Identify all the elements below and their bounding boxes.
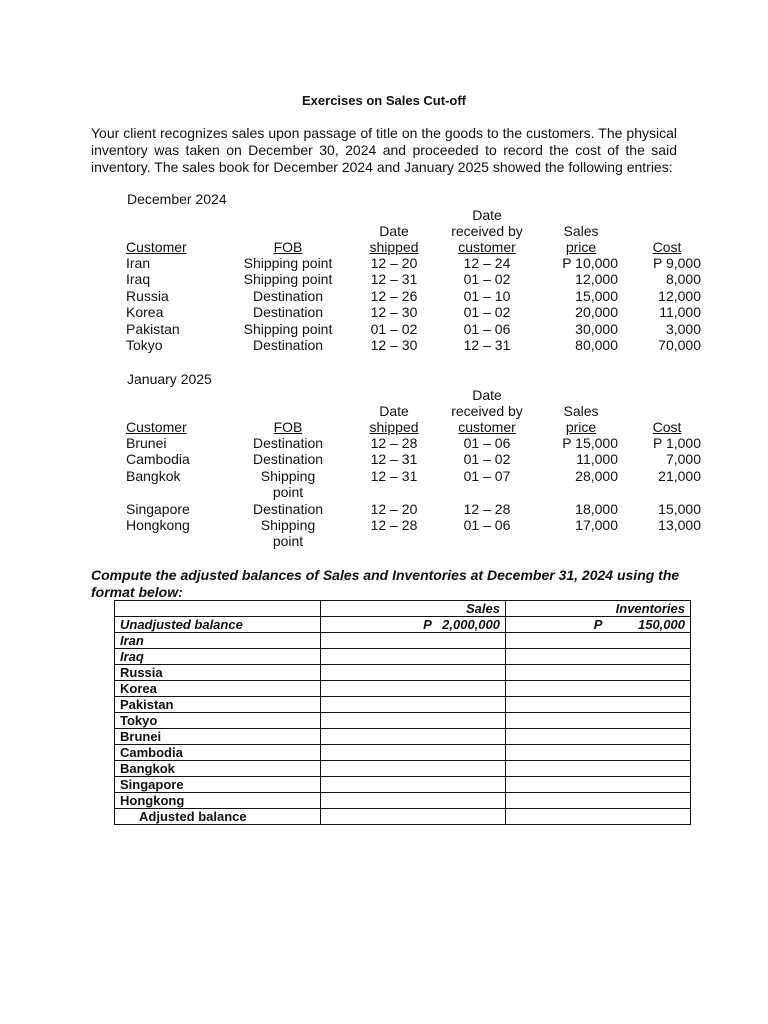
fob-cell: Destination bbox=[252, 337, 324, 354]
format-inventories-cell bbox=[506, 681, 691, 697]
date-shipped-cell: 12 – 31 bbox=[370, 467, 418, 484]
cost-cell: 70,000 bbox=[658, 337, 701, 354]
december-row bbox=[123, 321, 704, 337]
format-inventories-cell bbox=[506, 713, 691, 729]
cost-cell: P 9,000 bbox=[652, 255, 701, 271]
december-row bbox=[123, 304, 704, 320]
unadjusted-label: Unadjusted balance bbox=[115, 617, 321, 633]
date-shipped-cell: 12 – 26 bbox=[370, 287, 418, 304]
format-sales-cell bbox=[321, 649, 506, 665]
customer-cell: Russia bbox=[126, 287, 169, 304]
adjustment-format-table bbox=[114, 600, 691, 825]
sales-price-cell: 11,000 bbox=[576, 451, 618, 468]
date-received-cell: 01 – 10 bbox=[463, 287, 511, 304]
sales-price-cell: 28,000 bbox=[575, 467, 618, 484]
format-sales-cell bbox=[321, 745, 506, 761]
customer-cell: Tokyo bbox=[126, 337, 163, 354]
format-row-label: Russia bbox=[115, 665, 321, 681]
december-row bbox=[123, 271, 704, 287]
format-row bbox=[115, 713, 691, 729]
customer-cell: Cambodia bbox=[126, 451, 190, 468]
december-row bbox=[123, 288, 704, 304]
format-row-label: Brunei bbox=[115, 729, 321, 745]
january-table bbox=[123, 387, 704, 550]
header-customer: Customer bbox=[126, 419, 187, 435]
format-row bbox=[115, 697, 691, 713]
inventories-column-header: Inventories bbox=[506, 601, 691, 617]
format-inventories-cell bbox=[506, 649, 691, 665]
adjusted-label: Adjusted balance bbox=[115, 809, 321, 825]
format-row-label: Cambodia bbox=[115, 745, 321, 761]
date-received-cell: 01 – 02 bbox=[463, 304, 511, 321]
december-table bbox=[123, 207, 704, 353]
customer-cell: Hongkong bbox=[126, 517, 190, 534]
fob-cell: Shipping point bbox=[243, 320, 333, 337]
sales-price-cell: 18,000 bbox=[575, 500, 618, 517]
sales-price-cell: 80,000 bbox=[575, 337, 618, 354]
fob-cell: Destination bbox=[252, 287, 324, 304]
date-received-cell: 01 – 02 bbox=[463, 451, 511, 468]
header-sales-price: Sales price bbox=[563, 223, 599, 255]
format-inventories-cell bbox=[506, 745, 691, 761]
adjusted-inventories-cell bbox=[506, 809, 691, 825]
date-shipped-cell: 12 – 31 bbox=[370, 451, 418, 468]
date-received-cell: 01 – 06 bbox=[463, 320, 511, 337]
january-row bbox=[123, 517, 704, 550]
customer-cell: Iran bbox=[126, 255, 151, 271]
format-row-label: Iraq bbox=[115, 649, 321, 665]
format-sales-cell bbox=[321, 729, 506, 745]
header-cost: Cost bbox=[652, 419, 682, 435]
page-title: Exercises on Sales Cut-off bbox=[302, 93, 466, 108]
format-row bbox=[115, 681, 691, 697]
format-sales-cell bbox=[321, 665, 506, 681]
date-received-cell: 12 – 28 bbox=[463, 500, 511, 517]
format-blank-cell bbox=[115, 601, 321, 617]
cost-cell: 15,000 bbox=[658, 500, 701, 517]
format-row-label: Pakistan bbox=[115, 697, 321, 713]
format-sales-cell bbox=[321, 777, 506, 793]
format-row bbox=[115, 745, 691, 761]
format-row-label: Bangkok bbox=[115, 761, 321, 777]
cost-cell: 3,000 bbox=[665, 320, 701, 337]
header-fob: FOB bbox=[273, 419, 303, 435]
format-sales-cell bbox=[321, 681, 506, 697]
fob-cell: Shipping point bbox=[243, 271, 333, 288]
december-row bbox=[123, 255, 704, 271]
format-row-label: Singapore bbox=[115, 777, 321, 793]
unadjusted-inventories: P 150,000 bbox=[506, 617, 691, 633]
sales-price-cell: 15,000 bbox=[575, 287, 618, 304]
format-inventories-cell bbox=[506, 777, 691, 793]
fob-cell: Destination bbox=[252, 304, 324, 321]
header-date-received: Date received by customer bbox=[451, 387, 523, 435]
instruction-text: Compute the adjusted balances of Sales and Inventories at December 31, 2024 using the format below: bbox=[91, 567, 680, 600]
cost-cell: 13,000 bbox=[658, 517, 701, 534]
unadjusted-row bbox=[115, 617, 691, 633]
format-row bbox=[115, 777, 691, 793]
format-row bbox=[115, 633, 691, 649]
format-inventories-cell bbox=[506, 729, 691, 745]
customer-cell: Singapore bbox=[126, 500, 190, 517]
format-sales-cell bbox=[321, 713, 506, 729]
fob-cell: Destination bbox=[252, 451, 324, 468]
december-label: December 2024 bbox=[127, 191, 227, 207]
customer-cell: Pakistan bbox=[126, 320, 180, 337]
cost-cell: 7,000 bbox=[665, 451, 701, 468]
cost-cell: 8,000 bbox=[665, 271, 701, 288]
format-sales-cell bbox=[321, 697, 506, 713]
format-row-label: Hongkong bbox=[115, 793, 321, 809]
date-received-cell: 01 – 06 bbox=[463, 517, 511, 534]
sales-price-cell: 30,000 bbox=[575, 320, 618, 337]
format-header-row bbox=[115, 601, 691, 617]
january-header-row bbox=[123, 387, 704, 435]
unadjusted-sales: P 2,000,000 bbox=[321, 617, 506, 633]
header-customer: Customer bbox=[126, 239, 187, 255]
cost-cell: 11,000 bbox=[659, 304, 701, 321]
date-received-cell: 01 – 06 bbox=[463, 435, 511, 451]
header-fob: FOB bbox=[273, 239, 303, 255]
customer-cell: Korea bbox=[126, 304, 164, 321]
january-row bbox=[123, 451, 704, 467]
header-date-shipped: Date shipped bbox=[369, 403, 419, 435]
january-row bbox=[123, 501, 704, 517]
date-shipped-cell: 12 – 30 bbox=[370, 337, 418, 354]
adjusted-sales-cell bbox=[321, 809, 506, 825]
cost-cell: 12,000 bbox=[658, 287, 701, 304]
format-row bbox=[115, 793, 691, 809]
format-inventories-cell bbox=[506, 665, 691, 681]
fob-cell: Destination bbox=[252, 500, 324, 517]
date-received-cell: 01 – 07 bbox=[463, 467, 511, 484]
sales-price-cell: 20,000 bbox=[575, 304, 618, 321]
date-shipped-cell: 12 – 30 bbox=[370, 304, 418, 321]
format-row bbox=[115, 761, 691, 777]
january-label: January 2025 bbox=[127, 371, 212, 387]
format-inventories-cell bbox=[506, 633, 691, 649]
date-received-cell: 12 – 24 bbox=[463, 255, 511, 271]
date-shipped-cell: 12 – 20 bbox=[370, 255, 418, 271]
fob-cell: Destination bbox=[252, 435, 324, 451]
format-sales-cell bbox=[321, 633, 506, 649]
date-shipped-cell: 12 – 28 bbox=[370, 517, 418, 534]
intro-paragraph: Your client recognizes sales upon passage of title on the goods to the customers. The physical inventory was taken on December 30, 2024 and proceeded to record the cost of the said inventory. The sales book for December 2024 and January 2025 showed the following entries: bbox=[91, 125, 677, 175]
format-row-label: Tokyo bbox=[115, 713, 321, 729]
format-row bbox=[115, 649, 691, 665]
format-sales-cell bbox=[321, 761, 506, 777]
customer-cell: Bangkok bbox=[126, 467, 181, 484]
header-sales-price: Sales price bbox=[563, 403, 599, 435]
format-inventories-cell bbox=[506, 793, 691, 809]
date-received-cell: 12 – 31 bbox=[463, 337, 511, 354]
customer-cell: Brunei bbox=[126, 435, 167, 451]
header-date-received: Date received by customer bbox=[451, 207, 523, 255]
sales-column-header: Sales bbox=[321, 601, 506, 617]
fob-cell: Shipping point bbox=[260, 517, 316, 550]
date-shipped-cell: 12 – 28 bbox=[370, 435, 418, 451]
format-sales-cell bbox=[321, 793, 506, 809]
sales-price-cell: 12,000 bbox=[575, 271, 618, 288]
date-shipped-cell: 12 – 20 bbox=[370, 500, 418, 517]
january-row bbox=[123, 468, 704, 501]
sales-price-cell: P 10,000 bbox=[562, 255, 618, 271]
format-inventories-cell bbox=[506, 697, 691, 713]
date-received-cell: 01 – 02 bbox=[463, 271, 511, 288]
customer-cell: Iraq bbox=[126, 271, 151, 288]
date-shipped-cell: 01 – 02 bbox=[370, 320, 418, 337]
header-cost: Cost bbox=[652, 239, 682, 255]
format-row-label: Iran bbox=[115, 633, 321, 649]
fob-cell: Shipping point bbox=[260, 467, 316, 501]
format-inventories-cell bbox=[506, 761, 691, 777]
sales-price-cell: 17,000 bbox=[575, 517, 618, 534]
format-row bbox=[115, 729, 691, 745]
december-header-row bbox=[123, 207, 704, 255]
date-shipped-cell: 12 – 31 bbox=[370, 271, 418, 288]
cost-cell: 21,000 bbox=[658, 467, 701, 484]
adjusted-row bbox=[115, 809, 691, 825]
sales-price-cell: P 15,000 bbox=[562, 435, 618, 451]
format-row-label: Korea bbox=[115, 681, 321, 697]
cost-cell: P 1,000 bbox=[652, 435, 701, 451]
format-row bbox=[115, 665, 691, 681]
january-row bbox=[123, 435, 704, 451]
header-date-shipped: Date shipped bbox=[369, 223, 419, 255]
december-row bbox=[123, 337, 704, 353]
fob-cell: Shipping point bbox=[243, 255, 333, 271]
